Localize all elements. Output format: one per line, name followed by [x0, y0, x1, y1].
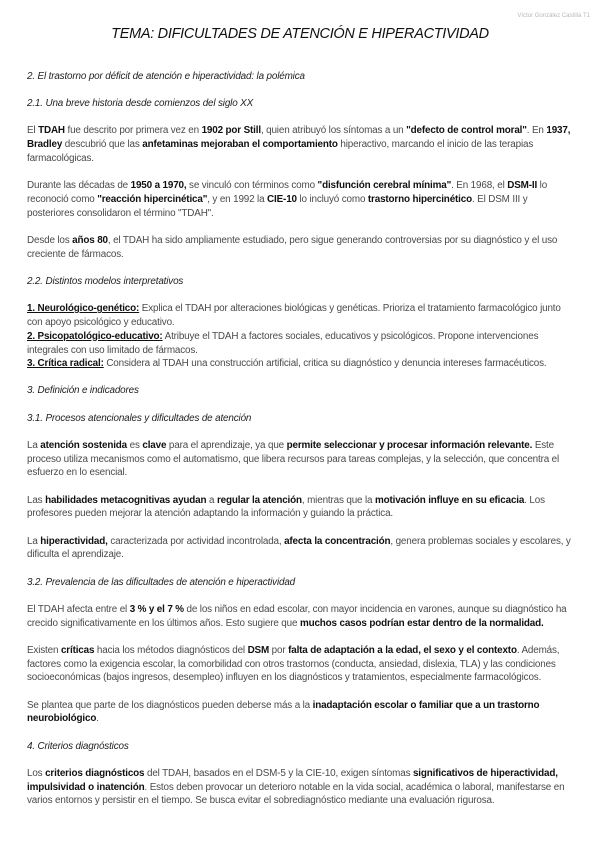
text-run: . En	[526, 125, 547, 137]
text-run: Desde los	[27, 234, 73, 246]
bold-text: inadaptación escolar o familiar que a un trastorno neurobiológico	[27, 699, 540, 725]
bold-text: habilidades metacognitivas ayudan	[45, 494, 207, 506]
text-run: , el TDAH ha sido ampliamente estudiado, pero sigue generando controversias por su diagnóstico y el uso creciente de fármacos.	[27, 234, 558, 260]
text-run: caracterizada por actividad incontrolada,	[107, 535, 285, 547]
text-run: .	[96, 713, 99, 725]
text-run: Las	[27, 494, 46, 506]
text-run: hiperactivo, marcando el inicio de las terapias farmacológicas.	[27, 139, 534, 164]
section-heading: 2.1. Una breve historia desde comienzos del siglo XX	[27, 98, 254, 110]
text-run: lo incluyó como	[296, 193, 368, 205]
bold-text: TDAH	[38, 125, 65, 137]
bold-text: hiperactividad,	[40, 535, 108, 547]
text-run: del TDAH, basados en el DSM-5 y la CIE-10, exigen síntomas	[144, 767, 413, 779]
text-run: Se plantea que parte de los diagnósticos pueden deberse más a la	[27, 699, 313, 711]
list-item-text: Considera al TDAH una construcción artificial, critica su diagnóstico y denuncia intereses farmacéuticos.	[103, 358, 547, 370]
text-run: se vinculó con términos como	[186, 180, 318, 192]
paragraph	[27, 603, 577, 631]
list-item-label: 2. Psicopatológico-educativo:	[27, 330, 163, 342]
text-run: La	[27, 439, 41, 451]
text-run: para el aprendizaje, ya que	[166, 439, 287, 451]
bold-text: motivación	[374, 494, 426, 506]
paragraph	[27, 234, 577, 262]
bold-text: DSM	[247, 644, 270, 656]
document-body	[27, 70, 577, 822]
bold-text: "reacción hipercinética"	[97, 193, 208, 205]
list-item-text: Atribuye el TDAH a factores sociales, educativos y psicológicos. Propone intervenciones integrales con uso limitado de fármacos.	[27, 330, 539, 356]
paragraph	[27, 767, 577, 808]
text-run: , y en 1992 la	[207, 193, 268, 205]
text-run: , quien atribuyó los síntomas a un	[260, 125, 407, 137]
bold-text: afecta la concentración	[284, 535, 391, 547]
paragraph	[27, 124, 577, 165]
bold-text: trastorno hipercinético	[367, 193, 472, 205]
text-run: . Además, factores como la exigencia escolar, la comorbilidad con otros trastornos (conducta, ansiedad, dislexia, TLA) y las condiciones socioeconómicas (bajos ingresos, desempleo) influyen en los diagnósticos y tratamientos, especialmente farmacológicos.	[27, 644, 560, 684]
text-run: , mientras que la	[301, 494, 375, 506]
bold-text: 1937, Bradley	[27, 125, 571, 151]
bold-text: años 80	[72, 234, 108, 246]
bold-text: CIE-10	[267, 193, 297, 205]
text-run: hacia los métodos diagnósticos del	[94, 644, 248, 656]
text-run: a	[206, 494, 217, 506]
text-run: Existen	[27, 644, 61, 656]
paragraph	[27, 644, 577, 685]
author-watermark: Víctor González Castilla T1	[517, 13, 590, 19]
section-heading: 3. Definición e indicadores	[27, 385, 139, 397]
bold-text: atención sostenida	[40, 439, 128, 451]
text-run: Este proceso utiliza mecanismos como el automatismo, que libera recursos para tareas complejas, y la selección, que concentra el esfuerzo en lo esencial.	[27, 439, 560, 479]
text-run: Durante las décadas de	[27, 180, 131, 192]
text-run: lo reconoció como	[27, 180, 548, 205]
section-heading: 4. Criterios diagnósticos	[27, 740, 129, 752]
text-run: El TDAH afecta entre el	[27, 603, 130, 615]
text-run: de los niños en edad escolar, con mayor incidencia en varones, aunque su diagnóstico ha crecido significativamente en los últimos años. Esto sugiere que	[27, 603, 567, 629]
section-heading: 3.1. Procesos atencionales y dificultades de atención	[27, 412, 252, 424]
bold-text: muchos casos podrían estar dentro de la normalidad.	[299, 617, 544, 629]
text-run: . Los profesores pueden mejorar la atención adaptando la información y guiando la práctica.	[27, 494, 545, 520]
bold-text: criterios diagnósticos	[45, 767, 145, 779]
text-run: La	[27, 535, 41, 547]
paragraph	[27, 699, 577, 727]
text-run: . En 1968, el	[451, 180, 508, 192]
paragraph	[27, 439, 577, 480]
bold-text: DSM-II	[507, 180, 538, 192]
bold-text: "defecto de control moral"	[406, 125, 527, 137]
text-run: , genera problemas sociales y escolares, y dificulta el aprendizaje.	[27, 535, 571, 561]
paragraph	[27, 179, 577, 220]
section-heading: 2. El trastorno por déficit de atención e hiperactividad: la polémica	[27, 71, 305, 82]
text-run: . Estos deben provocar un deterioro notable en la vida social, académica o laboral, manifestarse en varios entornos y persistir en el tiempo. Se busca evitar el sobrediagnóstico mediante una evaluación rigurosa.	[27, 781, 565, 807]
model-list	[27, 302, 577, 371]
text-run: . El DSM III y posteriores consolidaron el término "TDAH".	[27, 193, 528, 219]
list-item	[27, 357, 577, 371]
bold-text: clave	[142, 439, 167, 451]
list-item	[27, 330, 577, 358]
text-run: es	[127, 439, 143, 451]
bold-text: anfetaminas mejoraban el comportamiento	[142, 139, 338, 151]
document-title: TEMA: DIFICULTADES DE ATENCIÓN E HIPERACTIVIDAD	[111, 26, 489, 42]
bold-text: significativos de hiperactividad, impulsividad o inatención	[27, 767, 558, 793]
bold-text: 1902 por Still	[201, 125, 261, 137]
text-run: por	[269, 644, 289, 656]
bold-text: regular la atención	[216, 494, 302, 506]
list-item-label: 3. Crítica radical:	[27, 358, 104, 370]
text-run: fue descrito por primera vez en	[64, 125, 202, 137]
bold-text: 3 % y el 7 %	[129, 603, 184, 615]
section-heading: 3.2. Prevalencia de las dificultades de atención e hiperactividad	[27, 576, 296, 588]
section-heading: 2.2. Distintos modelos interpretativos	[27, 275, 184, 287]
bold-text: "disfunción cerebral mínima"	[317, 180, 452, 192]
paragraph	[27, 535, 577, 563]
list-item-label: 1. Neurológico-genético:	[27, 303, 140, 315]
bold-text: influye en su eficacia	[428, 494, 525, 506]
list-item	[27, 302, 577, 330]
paragraph	[27, 494, 577, 522]
text-run: Los	[27, 767, 46, 779]
text-run: descubrió que las	[62, 139, 143, 151]
bold-text: falta de adaptación a la edad, el sexo y el contexto	[288, 644, 517, 656]
bold-text: críticas	[60, 644, 95, 656]
list-item-text: Explica el TDAH por alteraciones biológicas y genéticas. Prioriza el tratamiento farmacológico junto con apoyo psicológico y educativo.	[27, 303, 561, 328]
text-run: El	[27, 125, 39, 137]
bold-text: permite seleccionar y procesar información relevante.	[286, 439, 533, 451]
bold-text: 1950 a 1970,	[130, 180, 187, 192]
